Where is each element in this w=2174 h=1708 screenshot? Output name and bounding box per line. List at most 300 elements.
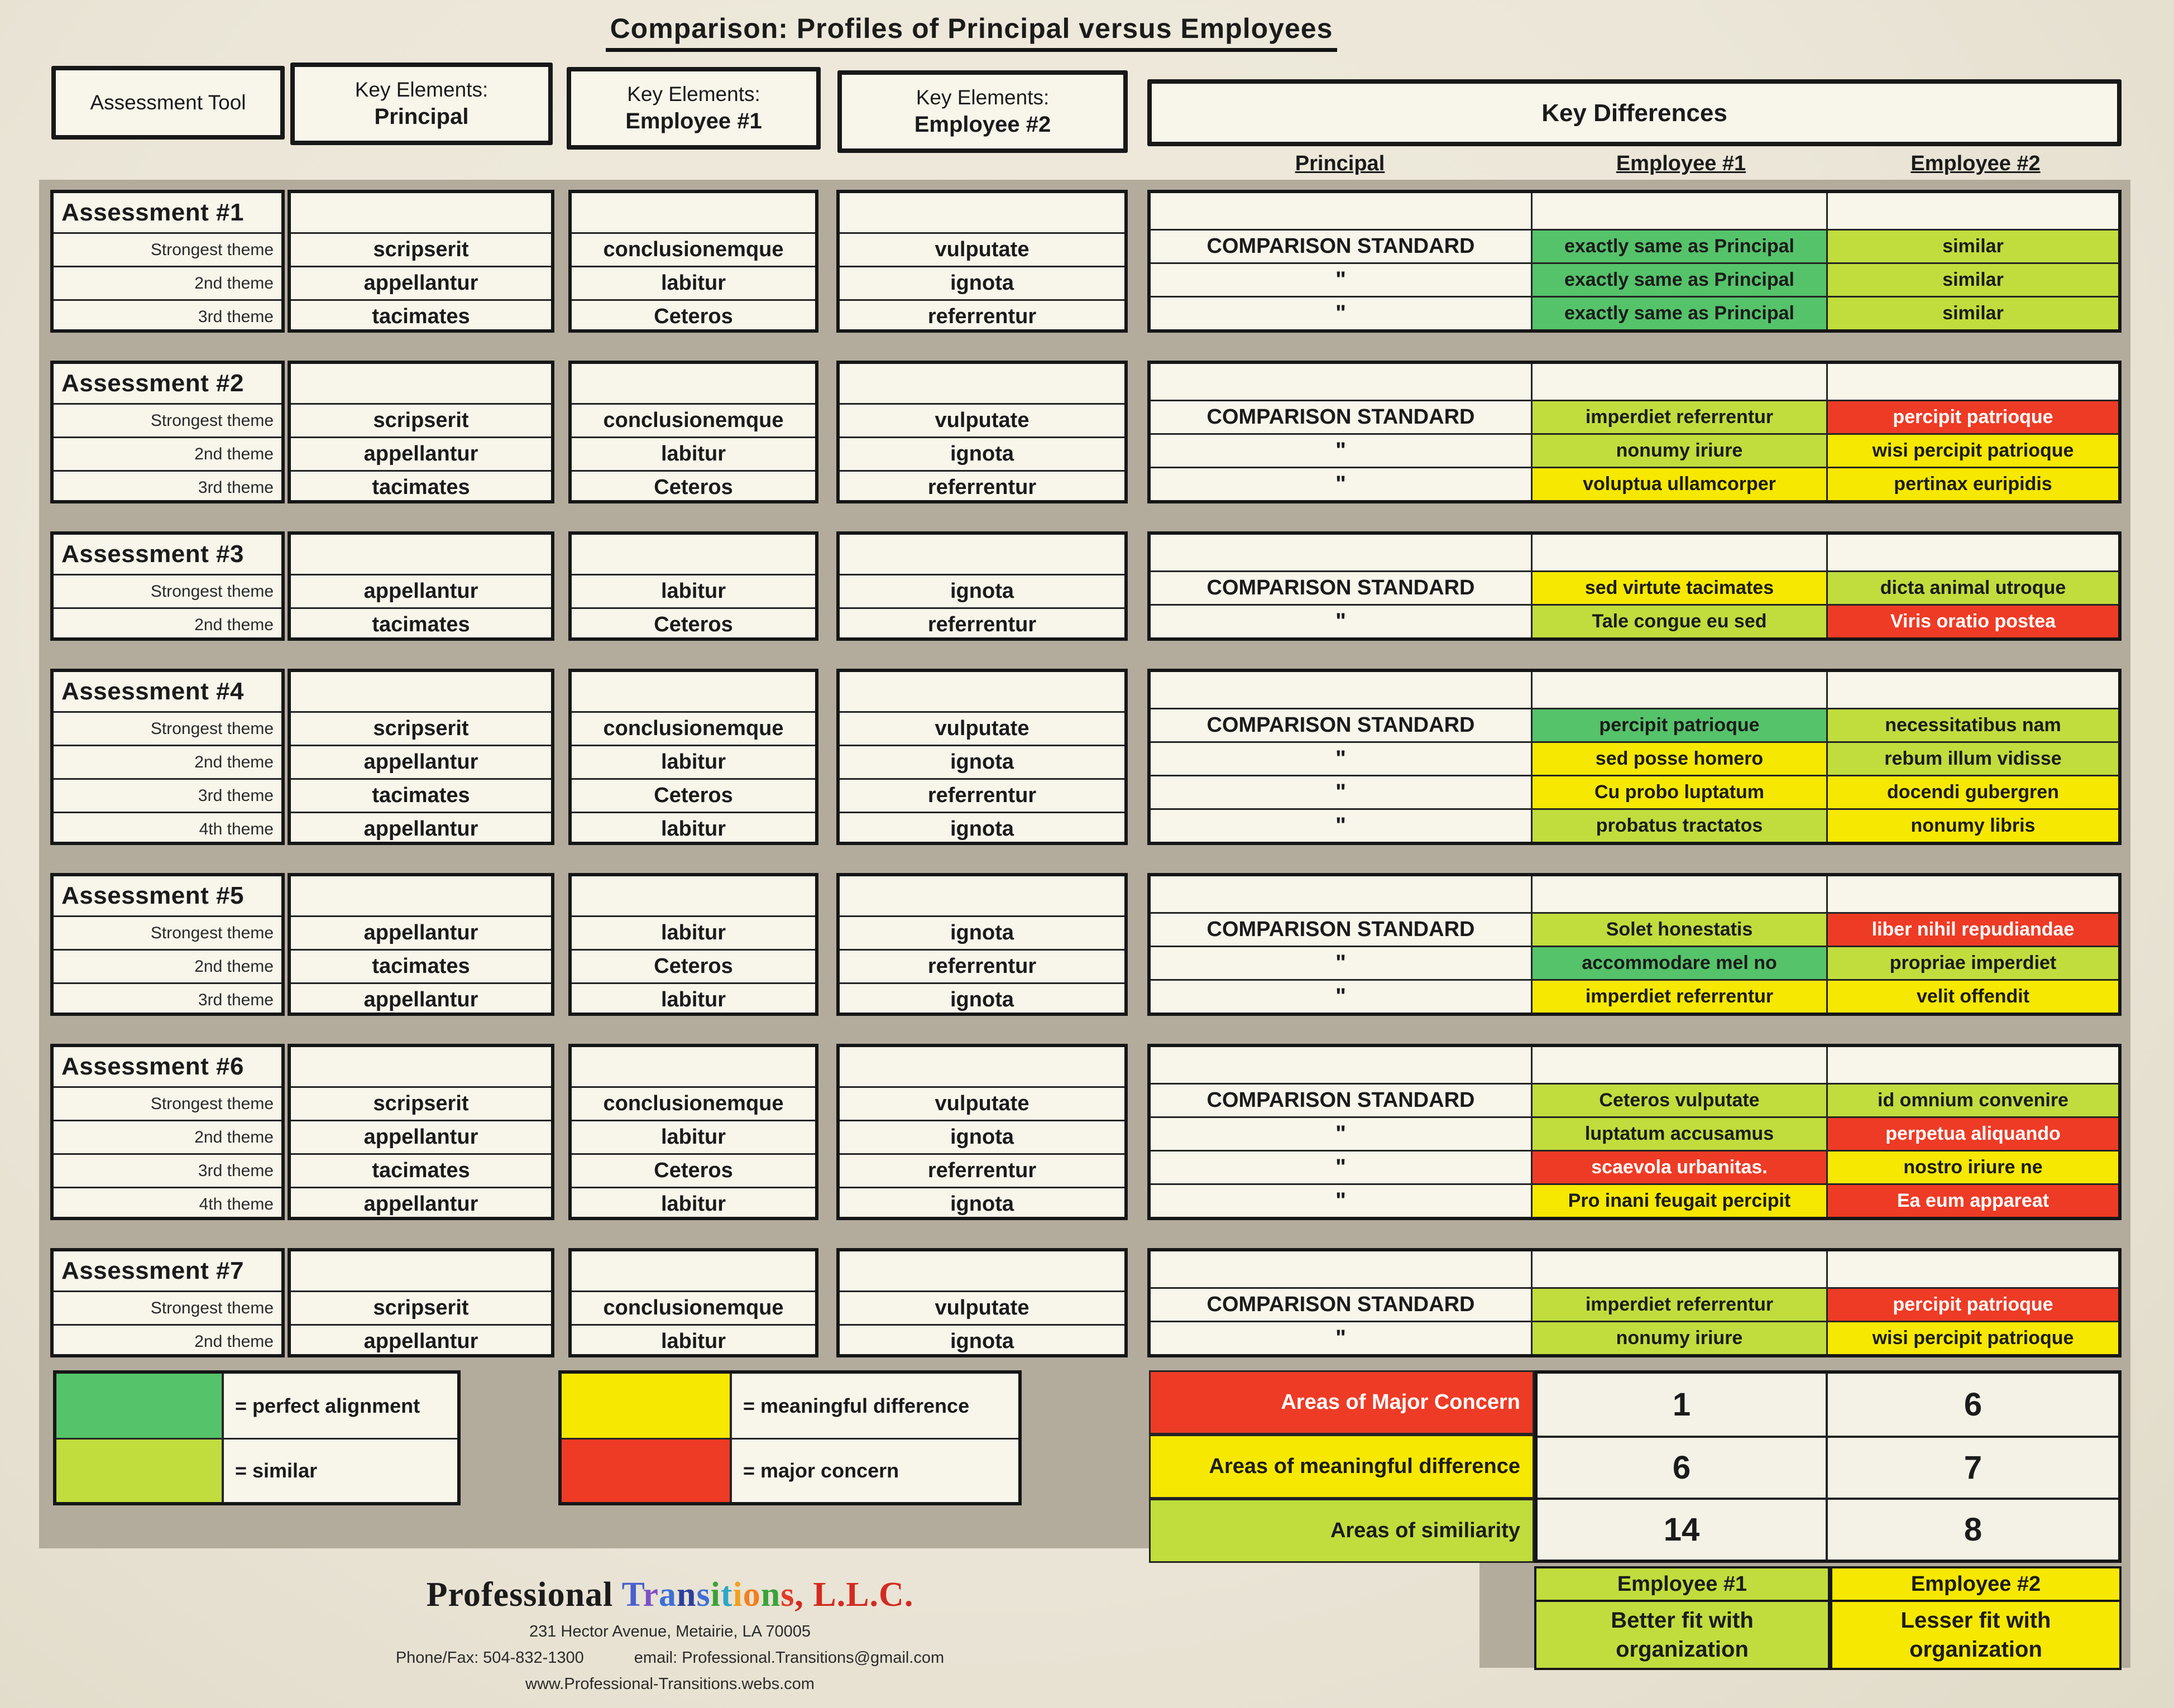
diff-employee2-cell: perpetua aliquando [1828, 1116, 2118, 1150]
key-elements-employee2-card [836, 1044, 1128, 1220]
key-differences-card [1147, 873, 2122, 1016]
diff-header-spacer [1533, 672, 1828, 708]
brand-letter: T [621, 1576, 643, 1614]
summary-label-meaningful-difference [1149, 1434, 1534, 1499]
theme-value: scripserit [291, 232, 551, 266]
theme-value: scripserit [291, 711, 551, 745]
key-elements-caption: Key Elements: [916, 85, 1050, 109]
assessment-name-card [50, 190, 285, 333]
brand-black-part: Professional [426, 1576, 622, 1614]
website-text: www.Professional-Transitions.webs.com [525, 1675, 815, 1693]
theme-value: tacimates [291, 607, 551, 641]
key-differences-card [1147, 531, 2122, 641]
diff-employee2-cell: wisi percipit patrioque [1828, 433, 2118, 467]
key-card-spacer [572, 1251, 815, 1290]
key-elements-principal-card [288, 873, 554, 1016]
diff-header-spacer [1828, 1251, 2118, 1287]
summary-value-concern-emp1: 1 [1538, 1374, 1828, 1436]
legend-swatch-green [56, 1374, 224, 1438]
brand-letter: n [760, 1576, 781, 1614]
theme-value: conclusionemque [572, 1290, 815, 1324]
theme-value: ignota [840, 266, 1124, 299]
comparison-standard-cell: " [1151, 262, 1533, 296]
diff-header-spacer [1151, 364, 1533, 400]
theme-value: appellantur [291, 266, 551, 299]
diff-employee2-cell: id omnium convenire [1828, 1083, 2118, 1116]
summary-label-major-concern [1149, 1370, 1534, 1434]
diff-employee1-cell: Solet honestatis [1533, 912, 1828, 946]
comparison-standard-cell: " [1151, 433, 1533, 467]
key-differences-card [1147, 1248, 2122, 1357]
theme-rank-label: Strongest theme [54, 711, 281, 745]
theme-value: ignota [840, 915, 1124, 949]
theme-rank-label: 2nd theme [54, 607, 281, 641]
brand-letter: a [658, 1576, 677, 1614]
assessment-name-card [50, 361, 285, 503]
col-header-key-elements-employee2 [837, 70, 1128, 153]
key-card-spacer [840, 193, 1124, 232]
diff-header-spacer [1151, 535, 1533, 570]
summary-value-concern-emp2: 6 [1964, 1386, 1983, 1423]
key-elements-employee2-card [836, 669, 1128, 845]
diff-employee1-cell: accommodare mel no [1533, 946, 1828, 979]
email-text: email: Professional.Transitions@gmail.com [634, 1649, 945, 1667]
key-card-spacer [840, 1047, 1124, 1086]
legend-row-meaningful-difference [562, 1374, 1018, 1438]
key-differences-label: Key Differences [1541, 99, 1727, 127]
diff-employee1-cell: sed posse homero [1533, 741, 1828, 775]
diff-employee1-cell: exactly same as Principal [1533, 262, 1828, 296]
comparison-standard-cell: " [1151, 1321, 1533, 1354]
key-card-spacer [291, 1047, 551, 1086]
diff-employee2-cell: dicta animal utroque [1828, 570, 2118, 604]
diff-header-spacer [1533, 193, 1828, 229]
key-elements-principal-card [288, 190, 554, 333]
assessment-name-card [50, 669, 285, 845]
key-elements-employee2-card [836, 531, 1128, 641]
comparison-standard-cell: " [1151, 1183, 1533, 1217]
diff-subheader-employee1 [1533, 150, 1830, 180]
diff-employee2-cell: rebum illum vidisse [1828, 741, 2118, 775]
diff-employee1-cell: nonumy iriure [1533, 1321, 1828, 1354]
key-card-spacer [840, 535, 1124, 574]
summary-value-similarity-emp1: 14 [1538, 1498, 1828, 1560]
summary-value-difference-emp2: 7 [1828, 1436, 2118, 1498]
theme-value: ignota [840, 982, 1124, 1016]
diff-header-spacer [1151, 193, 1533, 229]
fit-verdict-employee2-text: Lesser fit with organization [1900, 1608, 2051, 1662]
assessment-title: Assessment #6 [61, 1053, 244, 1080]
summary-values-grid [1534, 1370, 2122, 1563]
key-card-spacer [840, 364, 1124, 403]
theme-rank-label: Strongest theme [54, 1086, 281, 1120]
theme-value: Ceteros [572, 949, 815, 982]
comparison-standard-cell: " [1151, 808, 1533, 842]
fit-employee1-label: Employee #1 [1617, 1572, 1747, 1596]
theme-value: conclusionemque [572, 711, 815, 745]
fit-verdict-employee1 [1534, 1602, 1830, 1670]
subcol-employee1: Employee #1 [1616, 152, 1746, 175]
comparison-standard-cell: " [1151, 741, 1533, 775]
theme-value: referrentur [840, 470, 1124, 503]
key-differences-card [1147, 190, 2122, 333]
diff-employee1-cell: nonumy iriure [1533, 433, 1828, 467]
fit-header-employee1 [1534, 1566, 1830, 1602]
key-card-spacer [572, 876, 815, 915]
legend-concern-card [558, 1370, 1022, 1505]
fit-header-employee2 [1830, 1566, 2122, 1602]
diff-employee1-cell: imperdiet referrentur [1533, 400, 1828, 433]
theme-value: appellantur [291, 1187, 551, 1220]
diff-header-spacer [1151, 1251, 1533, 1287]
theme-rank-label: 2nd theme [54, 436, 281, 470]
fit-verdict-employee1-text: Better fit with organization [1611, 1608, 1754, 1662]
theme-value: labitur [572, 982, 815, 1016]
legend-label-similar: = similar [224, 1440, 457, 1502]
brand-letter: i [710, 1576, 721, 1614]
theme-value: labitur [572, 1120, 815, 1153]
diff-employee1-cell: exactly same as Principal [1533, 229, 1828, 262]
page-title: Comparison: Profiles of Principal versus Employees [547, 12, 1396, 52]
theme-value: ignota [840, 1120, 1124, 1153]
comparison-standard-cell: COMPARISON STANDARD [1151, 400, 1533, 433]
key-card-spacer [291, 672, 551, 711]
brand-letter: t [720, 1576, 733, 1614]
theme-rank-label: 2nd theme [54, 1120, 281, 1153]
diff-header-spacer [1533, 1047, 1828, 1083]
diff-header-spacer [1151, 876, 1533, 912]
theme-value: Ceteros [572, 299, 815, 333]
company-website [140, 1675, 1200, 1693]
comparison-standard-cell: COMPARISON STANDARD [1151, 229, 1533, 262]
theme-value: vulputate [840, 403, 1124, 436]
col-header-key-differences [1147, 79, 2122, 146]
theme-value: referrentur [840, 299, 1124, 333]
key-elements-employee2-card [836, 873, 1128, 1016]
assessment-name-card [50, 531, 285, 641]
assessment-name-card [50, 1044, 285, 1220]
theme-rank-label: 3rd theme [54, 778, 281, 812]
phone-text: Phone/Fax: 504-832-1300 [395, 1649, 584, 1667]
key-card-spacer [840, 672, 1124, 711]
key-card-spacer [840, 876, 1124, 915]
comparison-standard-cell: " [1151, 1116, 1533, 1150]
brand-letter: n [676, 1576, 697, 1614]
theme-value: vulputate [840, 1290, 1124, 1324]
theme-value: vulputate [840, 1086, 1124, 1120]
assessment-name-card [50, 873, 285, 1016]
diff-header-spacer [1533, 1251, 1828, 1287]
key-elements-employee2-card [836, 190, 1128, 333]
key-elements-employee1-card [568, 669, 818, 845]
diff-employee2-cell: nonumy libris [1828, 808, 2118, 842]
subcol-employee2: Employee #2 [1910, 152, 2041, 175]
diff-header-spacer [1533, 364, 1828, 400]
diff-employee1-cell: Pro inani feugait percipit [1533, 1183, 1828, 1217]
legend-row-perfect-alignment [56, 1374, 457, 1438]
address-text: 231 Hector Avenue, Metairie, LA 70005 [529, 1623, 811, 1640]
diff-header-spacer [1828, 1047, 2118, 1083]
key-differences-card [1147, 669, 2122, 845]
assessment-title: Assessment #4 [61, 678, 244, 705]
theme-value: tacimates [291, 470, 551, 503]
comparison-standard-cell: " [1151, 1150, 1533, 1183]
legend-label-major-concern: = major concern [732, 1440, 1018, 1502]
key-elements-employee2-card [836, 361, 1128, 503]
theme-value: labitur [572, 812, 815, 845]
legend-row-major-concern [562, 1438, 1018, 1502]
key-differences-card [1147, 361, 2122, 503]
key-card-spacer [572, 535, 815, 574]
key-elements-employee2-label: Employee #2 [914, 112, 1051, 137]
key-card-spacer [572, 672, 815, 711]
subcol-principal: Principal [1295, 152, 1385, 175]
theme-rank-label: Strongest theme [54, 915, 281, 949]
diff-header-spacer [1828, 672, 2118, 708]
key-card-spacer [291, 1251, 551, 1290]
theme-value: tacimates [291, 299, 551, 333]
diff-employee2-cell: similar [1828, 262, 2118, 296]
key-elements-principal-card [288, 361, 554, 503]
key-card-spacer [291, 876, 551, 915]
theme-rank-label: 3rd theme [54, 299, 281, 333]
theme-rank-label: 2nd theme [54, 949, 281, 982]
diff-employee1-cell: luptatum accusamus [1533, 1116, 1828, 1150]
theme-value: referrentur [840, 778, 1124, 812]
theme-value: referrentur [840, 1153, 1124, 1187]
comparison-standard-cell: " [1151, 979, 1533, 1013]
company-contact-line [140, 1649, 1200, 1667]
legend-alignment-card [53, 1370, 461, 1505]
assessment-title: Assessment #7 [61, 1257, 244, 1284]
assessment-name-card [50, 1248, 285, 1357]
theme-value: tacimates [291, 778, 551, 812]
theme-value: labitur [572, 436, 815, 470]
diff-employee1-cell: probatus tractatos [1533, 808, 1828, 842]
fit-verdict-employee2 [1830, 1602, 2122, 1670]
theme-rank-label: 3rd theme [54, 470, 281, 503]
company-footer [140, 1575, 1200, 1693]
fit-employee2-label: Employee #2 [1910, 1572, 2041, 1596]
theme-value: appellantur [291, 1120, 551, 1153]
theme-value: ignota [840, 436, 1124, 470]
legend-swatch-yellow [562, 1374, 732, 1438]
theme-value: ignota [840, 1187, 1124, 1220]
summary-label-text: Areas of similiarity [1330, 1519, 1520, 1542]
key-elements-employee1-card [568, 531, 818, 641]
key-card-spacer [291, 193, 551, 232]
theme-rank-label: 2nd theme [54, 266, 281, 299]
assessment-title: Assessment #2 [61, 370, 244, 397]
key-elements-principal-card [288, 1248, 554, 1357]
diff-employee1-cell: Cu probo luptatum [1533, 775, 1828, 808]
diff-header-spacer [1151, 672, 1533, 708]
theme-value: scripserit [291, 403, 551, 436]
summary-label-text: Areas of Major Concern [1281, 1390, 1520, 1414]
theme-value: vulputate [840, 711, 1124, 745]
theme-value: scripserit [291, 1086, 551, 1120]
diff-employee2-cell: velit offendit [1828, 979, 2118, 1013]
legend-row-similar [56, 1438, 457, 1502]
assessment-title: Assessment #1 [61, 199, 244, 226]
key-elements-employee1-card [568, 873, 818, 1016]
assessment-title: Assessment #3 [61, 540, 244, 568]
theme-value: ignota [840, 812, 1124, 845]
theme-rank-label: Strongest theme [54, 232, 281, 266]
theme-value: labitur [572, 574, 815, 607]
theme-rank-label: Strongest theme [54, 1290, 281, 1324]
diff-employee2-cell: similar [1828, 229, 2118, 262]
summary-label-text: Areas of meaningful difference [1209, 1455, 1520, 1478]
brand-letter: o [743, 1576, 761, 1614]
diff-employee1-cell: percipit patrioque [1533, 708, 1828, 741]
comparison-standard-cell: COMPARISON STANDARD [1151, 570, 1533, 604]
col-header-key-elements-employee1 [567, 67, 821, 150]
theme-value: conclusionemque [572, 232, 815, 266]
theme-value: referrentur [840, 949, 1124, 982]
brand-suffix-part: , L.L.C. [794, 1576, 914, 1614]
theme-value: vulputate [840, 232, 1124, 266]
diff-employee1-cell: Ceteros vulputate [1533, 1083, 1828, 1116]
comparison-standard-cell: COMPARISON STANDARD [1151, 1083, 1533, 1116]
key-elements-employee1-card [568, 1044, 818, 1220]
col-header-assessment-tool [51, 66, 285, 140]
diff-employee1-cell: imperdiet referrentur [1533, 1287, 1828, 1321]
key-elements-principal-card [288, 1044, 554, 1220]
diff-header-spacer [1828, 193, 2118, 229]
theme-rank-label: 3rd theme [54, 1153, 281, 1187]
diff-employee2-cell: nostro iriure ne [1828, 1150, 2118, 1183]
diff-employee2-cell: similar [1828, 296, 2118, 329]
key-elements-principal-card [288, 531, 554, 641]
theme-value: ignota [840, 1324, 1124, 1357]
theme-value: tacimates [291, 1153, 551, 1187]
legend-swatch-lightgreen [56, 1440, 224, 1502]
col-header-key-elements-principal [290, 63, 553, 145]
key-card-spacer [840, 1251, 1124, 1290]
brand-letter: i [732, 1576, 743, 1614]
theme-value: appellantur [291, 436, 551, 470]
diff-subheader-employee2 [1830, 150, 2122, 180]
diff-employee2-cell: wisi percipit patrioque [1828, 1321, 2118, 1354]
comparison-standard-cell: " [1151, 296, 1533, 329]
comparison-standard-cell: " [1151, 467, 1533, 500]
key-card-spacer [572, 193, 815, 232]
theme-rank-label: Strongest theme [54, 574, 281, 607]
brand-letter: r [643, 1576, 659, 1614]
key-differences-card [1147, 1044, 2122, 1220]
theme-value: Ceteros [572, 778, 815, 812]
legend-swatch-red [562, 1440, 732, 1502]
key-elements-employee2-card [836, 1248, 1128, 1357]
diff-header-spacer [1828, 535, 2118, 570]
theme-value: labitur [572, 1187, 815, 1220]
theme-value: labitur [572, 1324, 815, 1357]
diff-header-spacer [1533, 535, 1828, 570]
summary-value-difference-emp1: 6 [1538, 1436, 1828, 1498]
brand-letter: s [696, 1576, 711, 1614]
brand-colored-part [622, 1576, 795, 1614]
theme-value: labitur [572, 266, 815, 299]
theme-rank-label: 4th theme [54, 812, 281, 845]
theme-rank-label: 4th theme [54, 1187, 281, 1220]
diff-employee1-cell: Tale congue eu sed [1533, 604, 1828, 637]
key-card-spacer [291, 364, 551, 403]
key-elements-principal-label: Principal [374, 104, 469, 129]
assessment-tool-label: Assessment Tool [90, 90, 246, 114]
diff-employee2-cell: necessitatibus nam [1828, 708, 2118, 741]
theme-rank-label: 3rd theme [54, 982, 281, 1016]
diff-employee2-cell: percipit patrioque [1828, 1287, 2118, 1321]
theme-value: labitur [572, 915, 815, 949]
diff-employee2-cell: docendi gubergren [1828, 775, 2118, 808]
theme-value: Ceteros [572, 470, 815, 503]
theme-value: appellantur [291, 745, 551, 778]
theme-value: referrentur [840, 607, 1124, 641]
diff-employee1-cell: exactly same as Principal [1533, 296, 1828, 329]
theme-value: ignota [840, 745, 1124, 778]
theme-value: conclusionemque [572, 1086, 815, 1120]
diff-header-spacer [1533, 876, 1828, 912]
theme-value: appellantur [291, 1324, 551, 1357]
legend-label-perfect-alignment: = perfect alignment [224, 1374, 457, 1438]
key-card-spacer [291, 535, 551, 574]
theme-value: Ceteros [572, 1153, 815, 1187]
theme-value: conclusionemque [572, 403, 815, 436]
key-elements-employee1-card [568, 190, 818, 333]
key-elements-caption: Key Elements: [355, 78, 489, 101]
comparison-standard-cell: COMPARISON STANDARD [1151, 708, 1533, 741]
theme-rank-label: 2nd theme [54, 745, 281, 778]
diff-header-spacer [1828, 364, 2118, 400]
key-elements-employee1-card [568, 361, 818, 503]
brand-letter: s [780, 1576, 795, 1614]
diff-subheader-principal [1147, 150, 1533, 180]
comparison-standard-cell: " [1151, 775, 1533, 808]
diff-employee2-cell: propriae imperdiet [1828, 946, 2118, 979]
theme-value: Ceteros [572, 607, 815, 641]
theme-value: labitur [572, 745, 815, 778]
summary-label-similarity [1149, 1499, 1534, 1563]
theme-value: scripserit [291, 1290, 551, 1324]
company-address [140, 1623, 1200, 1641]
key-card-spacer [572, 1047, 815, 1086]
theme-rank-label: Strongest theme [54, 403, 281, 436]
key-elements-employee1-label: Employee #1 [625, 109, 762, 134]
diff-employee2-cell: liber nihil repudiandae [1828, 912, 2118, 946]
diff-employee2-cell: percipit patrioque [1828, 400, 2118, 433]
diff-employee2-cell: Viris oratio postea [1828, 604, 2118, 637]
theme-rank-label: 2nd theme [54, 1324, 281, 1357]
theme-value: appellantur [291, 812, 551, 845]
theme-value: ignota [840, 574, 1124, 607]
diff-header-spacer [1828, 876, 2118, 912]
key-elements-caption: Key Elements: [627, 82, 760, 105]
comparison-standard-cell: COMPARISON STANDARD [1151, 1287, 1533, 1321]
comparison-standard-cell: " [1151, 946, 1533, 979]
theme-value: appellantur [291, 982, 551, 1016]
key-elements-employee1-card [568, 1248, 818, 1357]
summary-value-similarity-emp2: 8 [1828, 1498, 2118, 1560]
key-elements-principal-card [288, 669, 554, 845]
key-card-spacer [572, 364, 815, 403]
diff-employee1-cell: voluptua ullamcorper [1533, 467, 1828, 500]
theme-value: appellantur [291, 574, 551, 607]
diff-header-spacer [1151, 1047, 1533, 1083]
assessment-title: Assessment #5 [61, 882, 244, 909]
diff-employee1-cell: imperdiet referrentur [1533, 979, 1828, 1013]
comparison-standard-cell: " [1151, 604, 1533, 637]
